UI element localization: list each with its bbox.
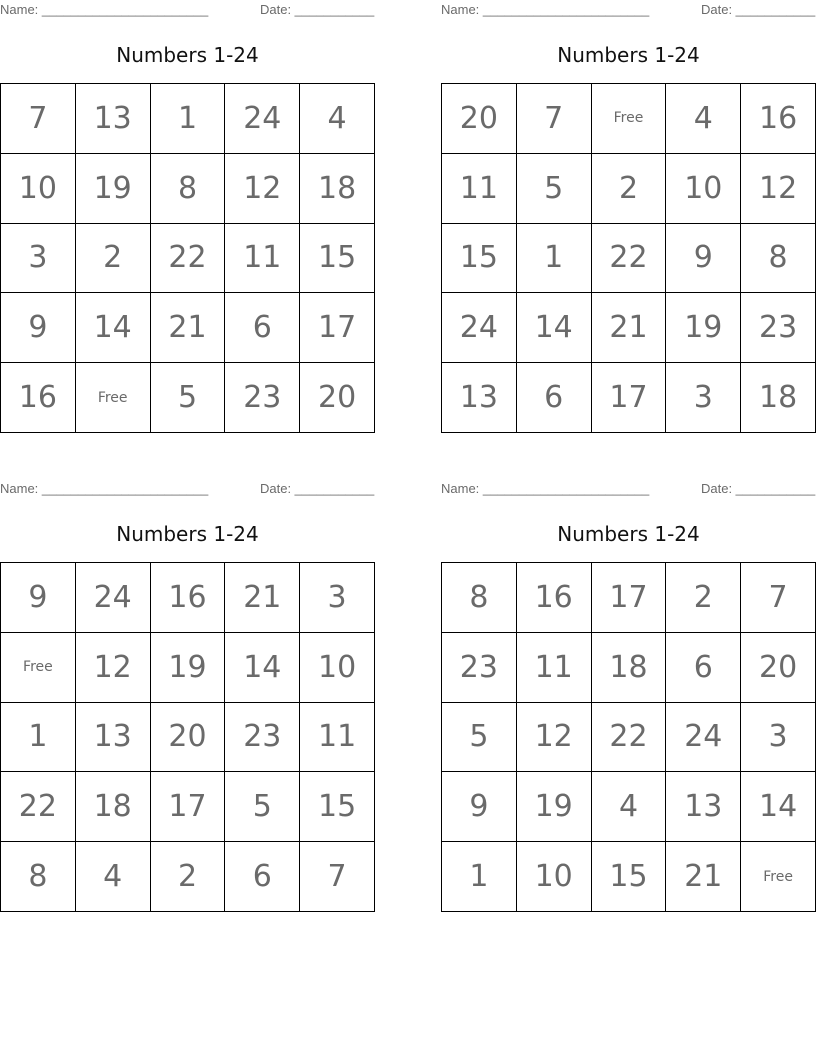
bingo-cell: 24 <box>76 563 151 633</box>
bingo-cell: 19 <box>76 154 151 224</box>
card-title: Numbers 1-24 <box>557 522 700 546</box>
bingo-cell: 4 <box>666 84 741 154</box>
bingo-cell: 8 <box>1 842 76 912</box>
bingo-cell: 5 <box>517 154 592 224</box>
free-space-cell: Free <box>741 842 816 912</box>
bingo-cell: 14 <box>76 293 151 363</box>
bingo-cell: 4 <box>300 84 375 154</box>
bingo-cell: 17 <box>151 772 226 842</box>
bingo-cell: 3 <box>741 703 816 773</box>
bingo-cell: 19 <box>666 293 741 363</box>
bingo-cell: 13 <box>442 363 517 433</box>
bingo-cell: 12 <box>76 633 151 703</box>
date-field-line: Date: ___________ <box>701 2 816 17</box>
bingo-cell: 16 <box>517 563 592 633</box>
bingo-cell: 13 <box>666 772 741 842</box>
bingo-cell: 21 <box>666 842 741 912</box>
bingo-cell: 16 <box>151 563 226 633</box>
bingo-cell: 11 <box>517 633 592 703</box>
bingo-cell: 23 <box>741 293 816 363</box>
bingo-cell: 15 <box>300 224 375 294</box>
bingo-cell: 14 <box>741 772 816 842</box>
bingo-cell: 10 <box>1 154 76 224</box>
bingo-cell: 9 <box>1 563 76 633</box>
bingo-cell: 5 <box>225 772 300 842</box>
bingo-cell: 14 <box>225 633 300 703</box>
bingo-cell: 9 <box>666 224 741 294</box>
name-field-line: Name: _______________________ <box>441 2 650 17</box>
bingo-cell: 20 <box>300 363 375 433</box>
bingo-cell: 23 <box>225 703 300 773</box>
bingo-cell: 10 <box>666 154 741 224</box>
bingo-cell: 7 <box>741 563 816 633</box>
bingo-cell: 5 <box>442 703 517 773</box>
bingo-cell: 7 <box>300 842 375 912</box>
bingo-cell: 19 <box>151 633 226 703</box>
bingo-cell: 22 <box>1 772 76 842</box>
bingo-cell: 15 <box>442 224 517 294</box>
card-title: Numbers 1-24 <box>116 522 259 546</box>
bingo-cell: 13 <box>76 84 151 154</box>
bingo-cell: 3 <box>666 363 741 433</box>
bingo-cell: 6 <box>225 842 300 912</box>
free-space-cell: Free <box>592 84 667 154</box>
bingo-cell: 8 <box>151 154 226 224</box>
bingo-cell: 23 <box>442 633 517 703</box>
bingo-cell: 16 <box>1 363 76 433</box>
bingo-cell: 22 <box>151 224 226 294</box>
date-field-line: Date: ___________ <box>260 481 375 496</box>
bingo-cell: 21 <box>592 293 667 363</box>
bingo-cell: 15 <box>592 842 667 912</box>
bingo-cell: 8 <box>741 224 816 294</box>
bingo-cell: 15 <box>300 772 375 842</box>
bingo-cell: 18 <box>741 363 816 433</box>
bingo-cell: 6 <box>225 293 300 363</box>
free-space-cell: Free <box>1 633 76 703</box>
name-field-line: Name: _______________________ <box>0 2 209 17</box>
bingo-cell: 19 <box>517 772 592 842</box>
card-title: Numbers 1-24 <box>116 43 259 67</box>
bingo-cell: 8 <box>442 563 517 633</box>
bingo-cell: 13 <box>76 703 151 773</box>
bingo-cell: 16 <box>741 84 816 154</box>
bingo-cell: 2 <box>76 224 151 294</box>
bingo-cell: 22 <box>592 703 667 773</box>
bingo-grid <box>441 562 816 912</box>
bingo-cell: 1 <box>151 84 226 154</box>
bingo-cell: 12 <box>741 154 816 224</box>
bingo-cell: 12 <box>225 154 300 224</box>
card-title: Numbers 1-24 <box>557 43 700 67</box>
bingo-grid <box>0 83 375 433</box>
bingo-cell: 21 <box>151 293 226 363</box>
bingo-cell: 2 <box>666 563 741 633</box>
bingo-cell: 18 <box>76 772 151 842</box>
bingo-card-bottom-right <box>441 479 816 913</box>
bingo-cell: 9 <box>1 293 76 363</box>
bingo-cell: 3 <box>300 563 375 633</box>
bingo-cell: 10 <box>300 633 375 703</box>
bingo-cell: 11 <box>300 703 375 773</box>
bingo-cell: 1 <box>517 224 592 294</box>
name-field-line: Name: _______________________ <box>441 481 650 496</box>
bingo-cell: 4 <box>592 772 667 842</box>
bingo-cell: 17 <box>300 293 375 363</box>
bingo-cell: 14 <box>517 293 592 363</box>
bingo-cell: 3 <box>1 224 76 294</box>
bingo-cell: 22 <box>592 224 667 294</box>
bingo-cell: 5 <box>151 363 226 433</box>
bingo-cell: 2 <box>592 154 667 224</box>
bingo-cell: 12 <box>517 703 592 773</box>
bingo-cell: 17 <box>592 363 667 433</box>
bingo-card-bottom-left <box>0 479 375 913</box>
bingo-cell: 20 <box>151 703 226 773</box>
date-field-line: Date: ___________ <box>260 2 375 17</box>
bingo-cell: 1 <box>442 842 517 912</box>
bingo-cell: 10 <box>517 842 592 912</box>
bingo-cell: 7 <box>1 84 76 154</box>
bingo-cell: 9 <box>442 772 517 842</box>
bingo-grid <box>441 83 816 433</box>
bingo-cell: 4 <box>76 842 151 912</box>
bingo-cell: 21 <box>225 563 300 633</box>
bingo-cell: 11 <box>442 154 517 224</box>
bingo-card-top-right <box>441 0 816 434</box>
free-space-cell: Free <box>76 363 151 433</box>
bingo-cell: 18 <box>592 633 667 703</box>
bingo-cell: 17 <box>592 563 667 633</box>
bingo-card-top-left <box>0 0 375 434</box>
bingo-grid <box>0 562 375 912</box>
date-field-line: Date: ___________ <box>701 481 816 496</box>
bingo-cell: 6 <box>666 633 741 703</box>
bingo-cell: 18 <box>300 154 375 224</box>
bingo-cell: 24 <box>225 84 300 154</box>
bingo-cell: 2 <box>151 842 226 912</box>
bingo-cell: 24 <box>442 293 517 363</box>
bingo-cell: 20 <box>442 84 517 154</box>
bingo-cell: 1 <box>1 703 76 773</box>
bingo-cell: 6 <box>517 363 592 433</box>
bingo-cell: 24 <box>666 703 741 773</box>
bingo-cell: 20 <box>741 633 816 703</box>
bingo-cell: 11 <box>225 224 300 294</box>
bingo-cell: 7 <box>517 84 592 154</box>
bingo-cell: 23 <box>225 363 300 433</box>
name-field-line: Name: _______________________ <box>0 481 209 496</box>
